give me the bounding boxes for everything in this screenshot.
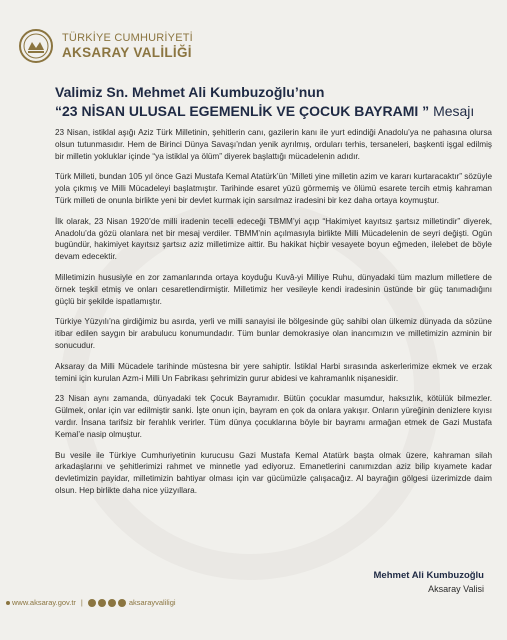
twitter-icon[interactable] <box>98 599 106 607</box>
signatory-title: Aksaray Valisi <box>428 584 484 594</box>
message-heading <box>55 83 485 120</box>
footer-website-link[interactable]: www.aksaray.gov.tr <box>12 598 76 607</box>
globe-icon <box>6 601 10 605</box>
heading-title: “23 NİSAN ULUSAL EGEMENLİK VE ÇOCUK BAYRAMI ” <box>55 103 434 119</box>
governorship-emblem-icon <box>18 28 54 64</box>
paragraph-8: Bu vesile ile Türkiye Cumhuriyetinin kurucusu Gazi Mustafa Kemal Atatürk başta olmak üzere, kahraman silah arkadaşlarını ve şehitlerimizi rahmet ve minnetle yad ediyoruz. Emanetlerini canımızdan aziz bilip kıyamete kadar devletimizin payidar, milletimizin bahtiyar olması için var gücümüzle çalışacağız. Al bayrağın gölgesi üzerimizde daim olsun. Hep birlikte daha nice yüzyıllara. <box>55 450 492 495</box>
heading-line-1: Valimiz Sn. Mehmet Ali Kumbuzoğlu’nun <box>55 84 325 100</box>
footer <box>6 598 176 607</box>
header-logo <box>18 28 193 64</box>
paragraph-3: İlk olarak, 23 Nisan 1920’de milli iradenin tecelli edeceği TBMM’yi açıp “Hakimiyet kayıtsız şartsız milletindir” diyerek, Anadolu’da gözü olanlara net bir mesaj verdiler. TBMM’nin açılmasıyla birlikte Milli Mücadelenin de seyri değişti. Ogün bugündür, hakimiyet kayıtsız şartsız aziz milletimize aittir. Bu hakikat hiçbir vesayete boyun eğmeden, ilelebet de böyle devam edecektir. <box>55 216 492 262</box>
social-icons <box>88 599 126 607</box>
instagram-icon[interactable] <box>88 599 96 607</box>
heading-mesaj-word: Mesajı <box>433 103 475 119</box>
signature-block <box>374 570 484 594</box>
paragraph-4: Milletimizin hususiyle en zor zamanlarında ortaya koyduğu Kuvâ-yi Milliye Ruhu, dünyadaki tüm mazlum milletlere de örnek teşkil etmiş ve onları cesaretlendirmiştir. Milletimiz her vesileyle kendi iradesinin üstünde bir güç tanımadığını güçlü bir şekilde ispatlamıştır. <box>55 272 492 306</box>
logo-line-republic: TÜRKİYE CUMHURİYETİ <box>62 31 193 44</box>
message-body <box>55 127 492 506</box>
youtube-icon[interactable] <box>118 599 126 607</box>
paragraph-5: Türkiye Yüzyılı’na girdiğimiz bu asırda, yerli ve milli sanayisi ile bölgesinde güç sahibi olan ülkemiz dünyada da sözüne itibar edilen saygın bir arabulucu konumundadır. Tüm bunlar demokrasiye olan inancımızın ve milletimizin azminin bir sonucudur. <box>55 317 492 350</box>
paragraph-6: Aksaray da Milli Mücadele tarihinde müstesna bir yere sahiptir. İstiklal Harbi sırasında askerlerimize ekmek ve erzak temini için kurulan Azm-i Milli Un Fabrikası şehrimizin gurur abidesi ve kahramanlık nişanesidir. <box>55 361 492 383</box>
paragraph-7: 23 Nisan aynı zamanda, dünyadaki tek Çocuk Bayramıdır. Bütün çocuklar masumdur, haksızlık, kötülük bilmezler. Gülmek, onlar için var edilmiştir sanki. İşte onun için, bayram en çok da onlara yakışır. Onların yüreğinin denizlere kıyısı vardır. İnsana tarifsiz bir ferahlık verirler. Tüm dünya çocuklarına böyle bir bayramı armağan etmek de Gazi Mustafa Kemal’e nasip olmuştur. <box>55 394 492 439</box>
facebook-icon[interactable] <box>108 599 116 607</box>
paragraph-1: 23 Nisan, istiklal aşığı Aziz Türk Milletinin, şehitlerin canı, gazilerin kanı ile yurt edindiği Anadolu’ya ne pahasına olursa olsun tutunmasıdır. Hem de Birinci Dünya Savaşı’ndan yenik ayrılmış, orduları terhis, tersaneleri, başkenti işgal edilmiş bir milletin yokluklar içinde “ya istiklal ya ölüm” diyerek başlattığı mücadelenin adıdır. <box>55 128 492 161</box>
paragraph-2: Türk Milleti, bundan 105 yıl önce Gazi Mustafa Kemal Atatürk’ün ‘Milleti yine milletin azim ve kararı kurtaracaktır” sözüyle yola çıkmış ve Milli Mücadeleyi başlatmıştır. Tarihinde esaret yüzü görmemiş ve ölümü esarete tercih etmiş kahraman Türk milleti de onunla birlikte yeni bir devlet kurmak için sarsılmaz iradesini bir kez daha ortaya koymuştur. <box>55 172 492 205</box>
footer-separator: | <box>80 598 83 607</box>
logo-line-governorship: AKSARAY VALİLİĞİ <box>62 44 192 60</box>
signatory-name: Mehmet Ali Kumbuzoğlu <box>373 570 484 581</box>
footer-social-handle[interactable]: aksarayvaliligi <box>128 598 176 607</box>
heading-line-2 <box>55 102 485 120</box>
